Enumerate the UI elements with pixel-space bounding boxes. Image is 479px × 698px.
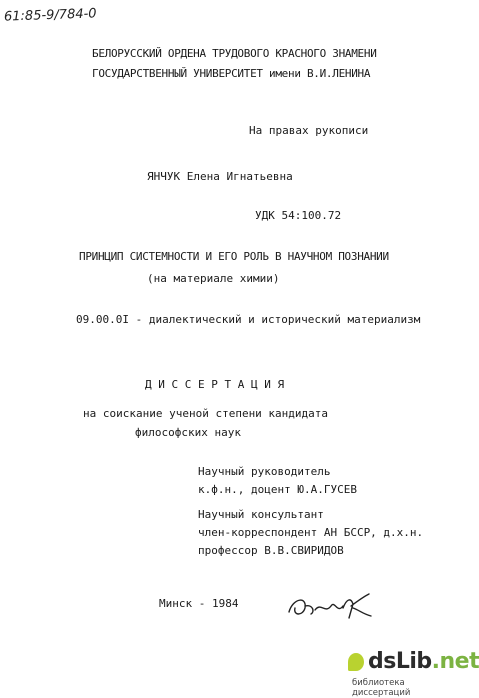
specialty-code: 09.00.0I - диалектический и исторический материализм xyxy=(76,313,421,326)
supervisor-name: к.ф.н., доцент Ю.А.ГУСЕВ xyxy=(198,483,357,496)
supervisor-label: Научный руководитель xyxy=(198,465,331,478)
udc-code: УДК 54:100.72 xyxy=(255,209,342,222)
university-header-line2: ГОСУДАРСТВЕННЫЙ УНИВЕРСИТЕТ имени В.И.ЛЕНИНА xyxy=(92,67,371,80)
dissertation-subtitle: (на материале химии) xyxy=(147,272,280,285)
city-year: Минск - 1984 xyxy=(159,597,239,610)
consultant-name: профессор В.В.СВИРИДОВ xyxy=(198,544,344,557)
manuscript-rights-note: На правах рукописи xyxy=(249,124,369,137)
degree-line2: философских наук xyxy=(135,426,241,439)
university-header-line1: БЕЛОРУССКИЙ ОРДЕНА ТРУДОВОГО КРАСНОГО ЗНАМЕНИ xyxy=(92,47,377,60)
author-name: ЯНЧУК Елена Игнатьевна xyxy=(147,170,293,183)
dslib-brand: dsLib.net xyxy=(368,649,479,674)
dissertation-title: ПРИНЦИП СИСТЕМНОСТИ И ЕГО РОЛЬ В НАУЧНОМ ПОЗНАНИИ xyxy=(79,250,389,263)
work-type-heading: Д И С С Е Р Т А Ц И Я xyxy=(145,378,285,391)
handwritten-signature xyxy=(285,590,375,624)
consultant-label: Научный консультант xyxy=(198,508,324,521)
dslib-logo-icon xyxy=(348,653,364,671)
dslib-watermark xyxy=(348,647,479,698)
catalog-number-handwritten: 61:85-9/784-0 xyxy=(3,6,97,25)
dslib-caption: библиотека диссертаций xyxy=(352,678,411,698)
degree-line1: на соискание ученой степени кандидата xyxy=(83,407,329,420)
consultant-title: член-корреспондент АН БССР, д.х.н. xyxy=(198,526,424,539)
